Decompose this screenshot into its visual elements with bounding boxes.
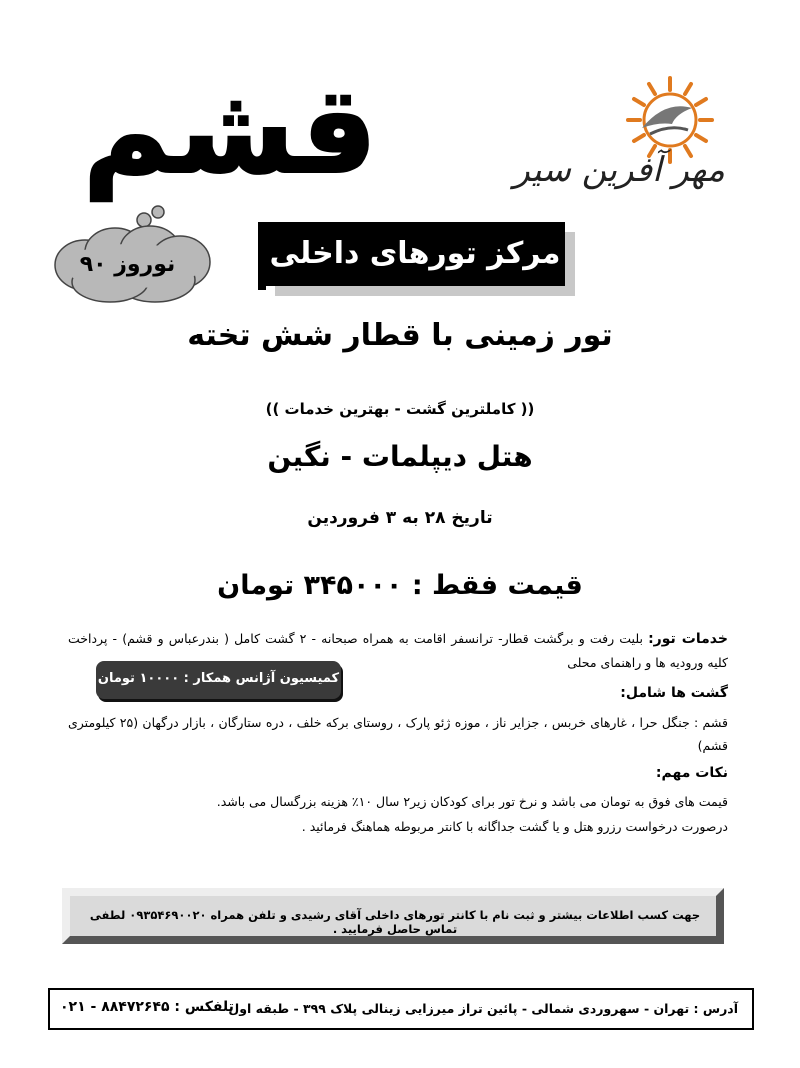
services-text: بلیت رفت و برگشت قطار- ترانسفر اقامت به همراه صبحانه - ۲ گشت کامل ( بندرعباس و قشم) - پرداخت کلیه ورودیه ها و راهنمای محلی (68, 631, 728, 670)
tour-price: قیمت فقط : ۳۴۵۰۰۰ تومان (217, 570, 583, 601)
tour-slogan: (( کاملترین گشت - بهترین خدمات )) (265, 400, 535, 418)
city-title: قشم (82, 62, 378, 201)
hotel-names: هتل دیپلمات - نگین (267, 440, 533, 473)
note-line: درصورت درخواست رزرو هتل و یا گشت جداگانه با کانتر مربوطه هماهنگ فرمائید . (301, 819, 728, 834)
brand-logo-text: مهر آفرین سیر (513, 150, 725, 190)
banner-text: مرکز تورهای داخلی (269, 236, 561, 271)
nowruz-badge: نوروز ۹۰ (79, 252, 176, 277)
tour-title: تور زمینی با قطار شش تخته (187, 318, 613, 353)
services-label: خدمات تور: (648, 631, 728, 647)
tour-includes-text: قشم : جنگل حرا ، غارهای خربس ، جزایر ناز ، موزه ژئو پارک ، روستای برکه خلف ، دره ستارگان ، بازار درگهان (۲۵ کیلومتری قشم) (68, 715, 728, 753)
footer-address: آدرس : تهران - سهروردی شمالی - پائین تراز میرزایی زینالی پلاک ۳۹۹ - طبقه اول (228, 1001, 738, 1016)
notes-heading: نکات مهم: (655, 765, 728, 781)
contact-info-text: جهت کسب اطلاعات بیشتر و ثبت نام با کانتر تورهای داخلی آقای رشیدی و تلفن همراه ۰۹۳۵۴۶۹۰۰۲۰ لطفی تماس حاصل فرمایید . (89, 908, 701, 936)
note-line: قیمت های فوق به تومان می باشد و نرخ تور برای کودکان زیر۲ سال ۱۰٪ هزینه بزرگسال می باشد. (216, 794, 728, 809)
footer-telefax: تلفکس : ۸۸۴۷۲۶۴۵ - ۰۲۱ (60, 999, 234, 1015)
commission-text: کمیسیون آژانس همکار : ۱۰۰۰۰ تومان (97, 671, 340, 686)
tour-date: تاریخ ۲۸ به ۳ فروردین (307, 508, 493, 528)
tour-includes-heading: گشت ها شامل: (620, 685, 728, 701)
